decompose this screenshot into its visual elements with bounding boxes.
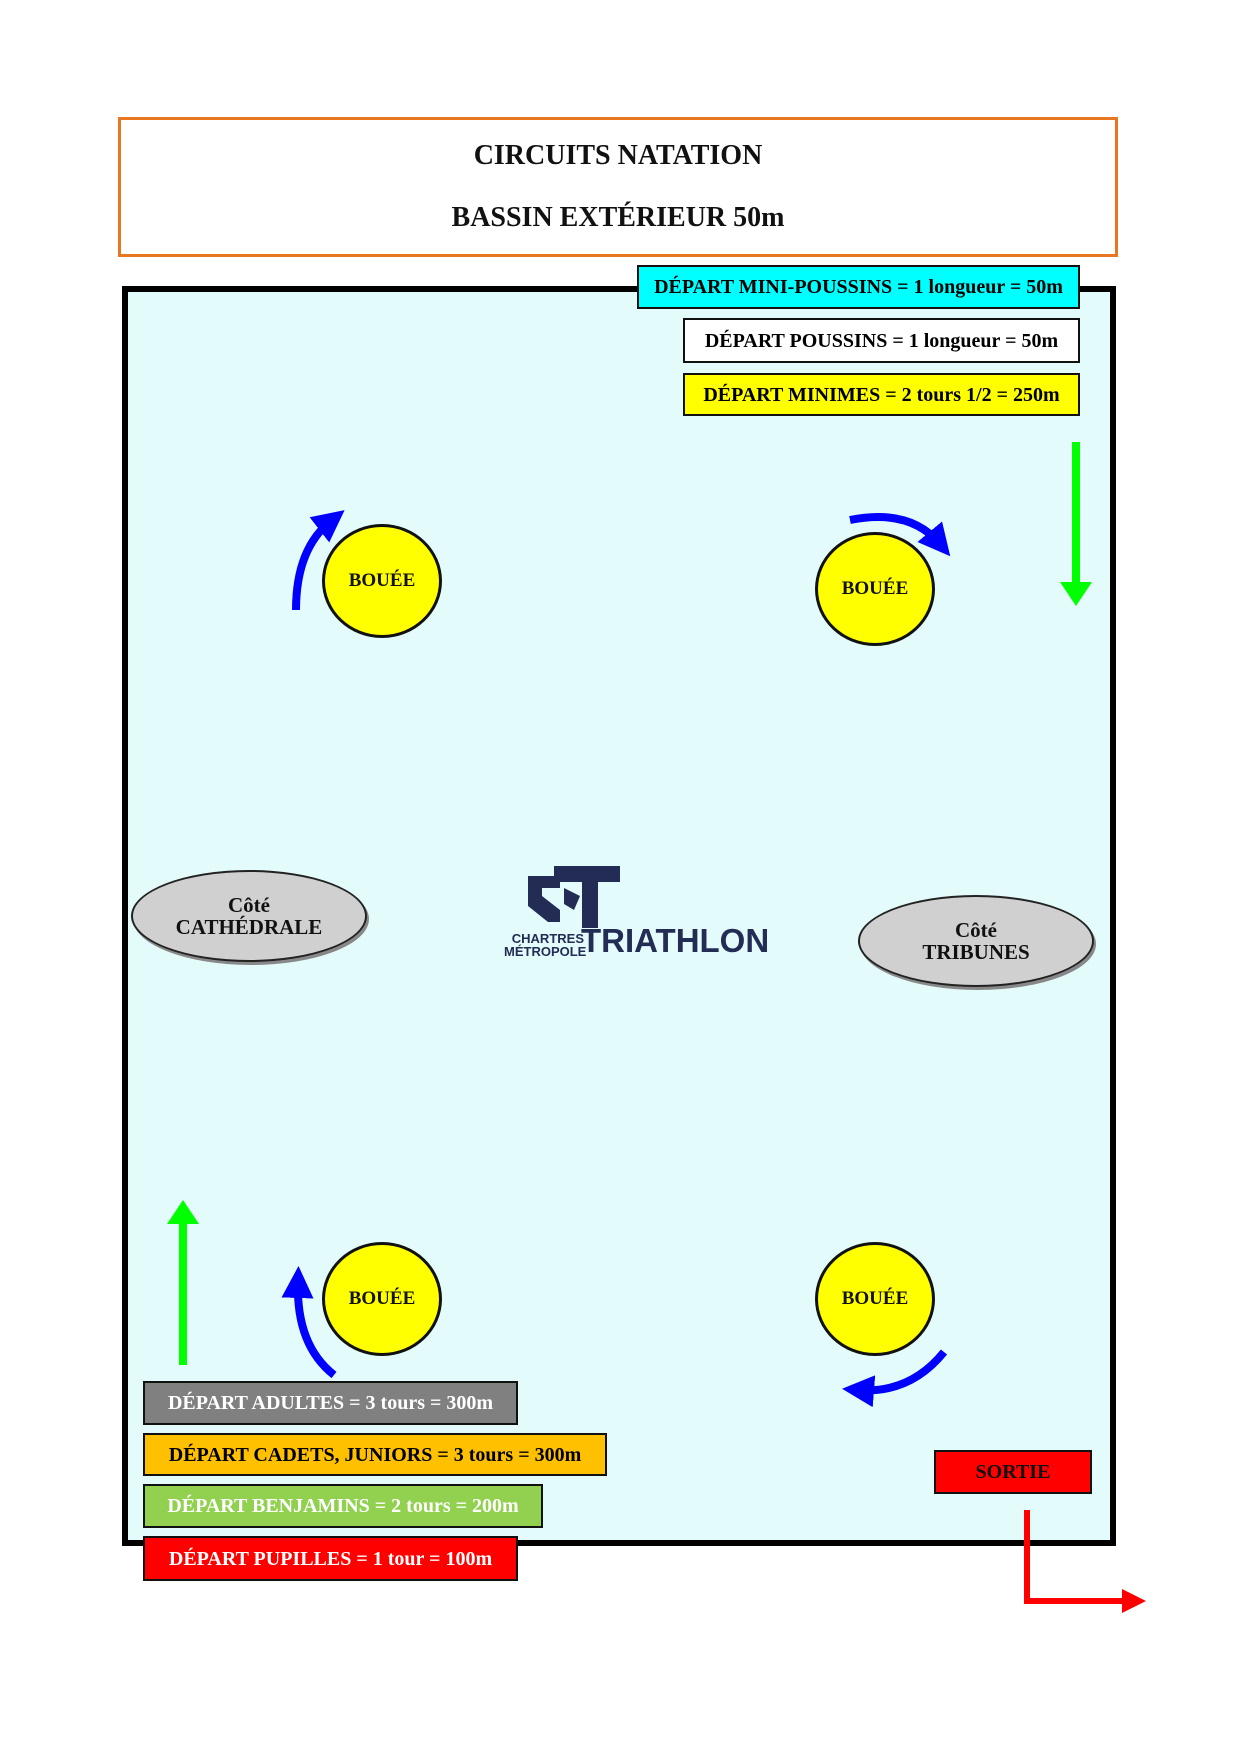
- logo-city-text: [504, 931, 587, 959]
- side-cathedrale-line1: Côté: [228, 892, 270, 917]
- exit-label: SORTIE: [934, 1450, 1092, 1494]
- start-label-benjamins: DÉPART BENJAMINS = 2 tours = 200m: [143, 1484, 543, 1528]
- club-logo: [490, 866, 770, 966]
- page-title: CIRCUITS NATATION: [473, 140, 763, 171]
- start-label-poussins: DÉPART POUSSINS = 1 longueur = 50m: [683, 318, 1080, 363]
- page-subtitle: BASSIN EXTÉRIEUR 50m: [451, 202, 785, 233]
- start-label-pupilles: DÉPART PUPILLES = 1 tour = 100m: [143, 1536, 518, 1581]
- title-box: [118, 117, 1118, 257]
- start-label-minimes: DÉPART MINIMES = 2 tours 1/2 = 250m: [683, 373, 1080, 416]
- start-label-mini-poussins: DÉPART MINI-POUSSINS = 1 longueur = 50m: [637, 265, 1080, 309]
- side-tribunes-line1: Côté: [955, 917, 997, 942]
- club-monogram-icon: [524, 866, 624, 930]
- logo-line1: CHARTRES: [511, 931, 584, 946]
- side-tribunes: [858, 895, 1094, 987]
- start-label-cadets-juniors: DÉPART CADETS, JUNIORS = 3 tours = 300m: [143, 1433, 607, 1476]
- start-label-adultes: DÉPART ADULTES = 3 tours = 300m: [143, 1381, 518, 1425]
- side-cathedrale: [131, 870, 367, 962]
- buoy-top-right: BOUÉE: [815, 532, 935, 646]
- logo-line2: MÉTROPOLE: [504, 944, 587, 959]
- side-cathedrale-line2: CATHÉDRALE: [175, 915, 323, 939]
- side-tribunes-line2: TRIBUNES: [922, 940, 1030, 964]
- logo-word: TRIATHLON: [581, 922, 770, 959]
- buoy-bottom-right: BOUÉE: [815, 1242, 935, 1356]
- buoy-top-left: BOUÉE: [322, 524, 442, 638]
- buoy-bottom-left: BOUÉE: [322, 1242, 442, 1356]
